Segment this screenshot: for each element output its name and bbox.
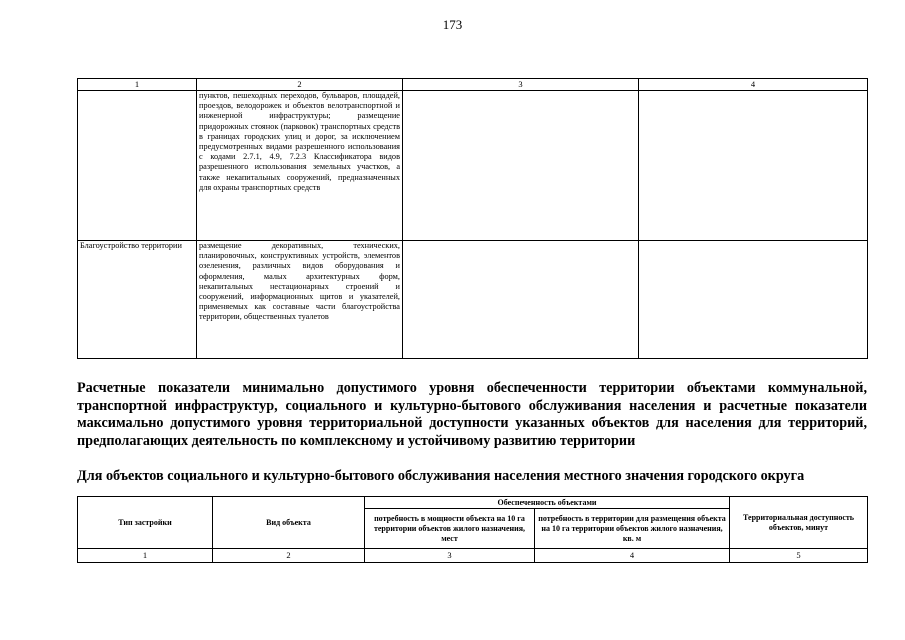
page-number: 173: [442, 17, 463, 32]
use-type-cell: Благоустройство территории: [78, 241, 197, 359]
table-cell: [403, 241, 639, 359]
use-description-cell: размещение декоративных, технических, планировочных, конструктивных устройств, элементов озеленения, различных видов оборудования и оформления, малых архитектурных форм, некапитальных нестационарных строений и сооружений, информационных щитов и указателей, применяемых как составные части благоустройства территории, общественных туалетов: [197, 241, 403, 359]
building-type-header: Тип застройки: [78, 497, 213, 549]
object-type-header: Вид объекта: [213, 497, 365, 549]
table-cell: [639, 241, 868, 359]
capacity-need-header: потребность в мощности объекта на 10 га территории объектов жилого назначения, мест: [365, 509, 535, 549]
land-use-table: [77, 78, 868, 359]
subsection-heading: Для объектов социального и культурно-бытового обслуживания населения местного значения городского округа: [77, 468, 805, 484]
column-number: 5: [730, 549, 868, 563]
column-number: 2: [213, 549, 365, 563]
column-number: 1: [78, 79, 197, 91]
table-header-row: [78, 79, 868, 91]
area-need-header: потребность в территории для размещения объекта на 10 га территории объектов жилого назначения, кв. м: [535, 509, 730, 549]
section-heading: Расчетные показатели минимально допустимого уровня обеспеченности территории объектами коммунальной, транспортной инфраструктур, социального и культурно-бытового обслуживания населения и расчетные показатели максимально допустимого уровня территориальной доступности указанных объектов для населения для территорий, предполагающих деятельность по комплексному и устойчивому развитию территории: [77, 380, 867, 449]
use-description-cell: пунктов, пешеходных переходов, бульваров, площадей, проездов, велодорожек и объектов велотранспортной и инженерной инфраструктуры; размещение придорожных стоянок (парковок) транспортных средств в границах городских улиц и дорог, за исключением предусмотренных видами разрешенного использования с кодами 2.7.1, 4.9, 7.2.3 Классификатора видов разрешенного использования земельных участков, а также некапитальных сооружений, предназначенных для охраны транспортных средств: [197, 91, 403, 241]
accessibility-header: Территориальная доступность объектов, минут: [730, 497, 868, 549]
provision-table: [77, 496, 868, 563]
column-number: 4: [535, 549, 730, 563]
table-row: [78, 241, 868, 359]
table-cell: [639, 91, 868, 241]
table-cell: [403, 91, 639, 241]
table-header-row: [78, 497, 868, 509]
column-number: 2: [197, 79, 403, 91]
table-row: [78, 91, 868, 241]
provision-group-header: Обеспеченность объектами: [365, 497, 730, 509]
column-number: 4: [639, 79, 868, 91]
use-type-cell: [78, 91, 197, 241]
column-numbers-row: [78, 549, 868, 563]
column-number: 3: [403, 79, 639, 91]
column-number: 1: [78, 549, 213, 563]
column-number: 3: [365, 549, 535, 563]
